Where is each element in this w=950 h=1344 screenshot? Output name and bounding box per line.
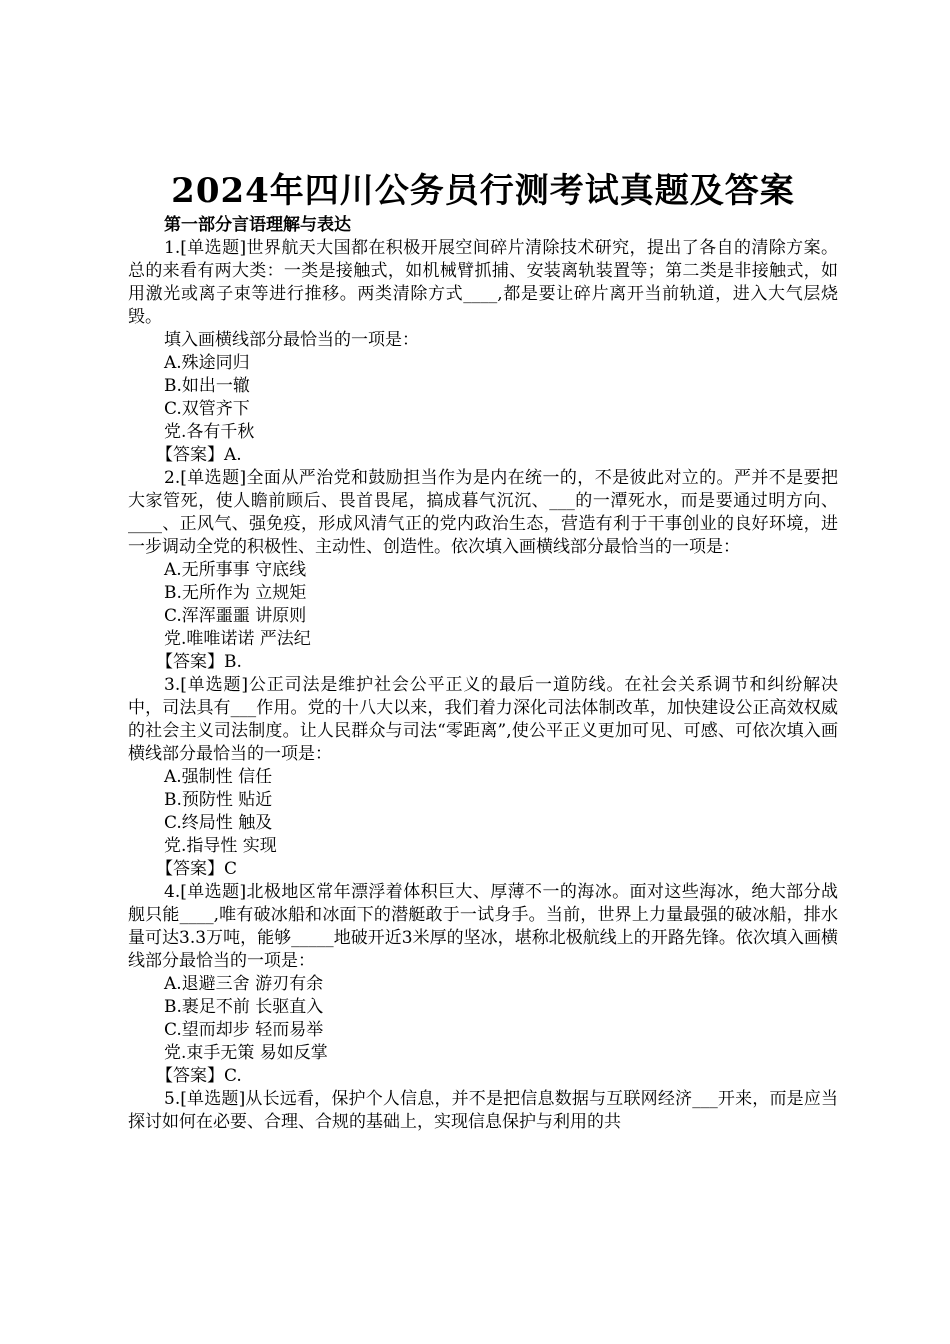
option-d: 党.指导性 实现 — [164, 836, 277, 856]
question-1 — [128, 237, 838, 467]
question-stem: 5.[单选题]从长远看，保护个人信息，并不是把信息数据与互联网经济___开来，而是应当探讨如何在必要、合理、合规的基础上，实现信息保护与利用的共 — [128, 1089, 838, 1132]
document-page — [128, 168, 838, 1134]
question-stem: 3.[单选题]公正司法是维护社会公平正义的最后一道防线。在社会关系调节和纠纷解决中，司法具有___作用。党的十八大以来，我们着力深化司法体制改革，加快建设公正高效权威的社会主义司法制度。让人民群众与司法“零距离”,使公平正义更加可见、可感、可依次填入画横线部分最恰当的一项是： — [128, 675, 838, 764]
option-c: C.终局性 触及 — [164, 813, 273, 833]
answer-line: 【答案】B. — [156, 652, 242, 672]
question-5 — [128, 1088, 838, 1134]
question-2 — [128, 467, 838, 674]
question-prompt: 填入画横线部分最恰当的一项是： — [164, 330, 419, 350]
question-3 — [128, 674, 838, 881]
question-stem: 4.[单选题]北极地区常年漂浮着体积巨大、厚薄不一的海冰。面对这些海冰，绝大部分战舰只能____,唯有破冰船和冰面下的潜艇敢于一试身手。当前，世界上力量最强的破冰船，排水量可达3.3万吨，能够_____地破开近3米厚的坚冰，堪称北极航线上的开路先锋。依次填入画横线部分最恰当的一项是： — [128, 882, 838, 971]
answer-line: 【答案】C. — [156, 1066, 242, 1086]
option-b: B.预防性 贴近 — [164, 790, 273, 810]
question-4 — [128, 881, 838, 1088]
answer-line: 【答案】C — [156, 859, 238, 879]
option-b: B.无所作为 立规矩 — [164, 583, 307, 603]
option-a: A.无所事事 守底线 — [164, 560, 307, 580]
answer-line: 【答案】A. — [156, 445, 242, 465]
option-a: A.殊途同归 — [164, 353, 250, 373]
option-d: 党.各有千秋 — [164, 422, 255, 442]
question-stem: 1.[单选题]世界航天大国都在积极开展空间碎片清除技术研究，提出了各自的清除方案。总的来看有两大类：一类是接触式，如机械臂抓捕、安装离轨装置等；第二类是非接触式，如用激光或离子束等进行推移。两类清除方式____,都是要让碎片离开当前轨道，进入大气层烧毁。 — [128, 238, 838, 327]
option-d: 党.束手无策 易如反掌 — [164, 1043, 328, 1063]
option-c: C.双管齐下 — [164, 399, 250, 419]
document-title: 2024年四川公务员行测考试真题及答案 — [171, 171, 795, 211]
question-stem: 2.[单选题]全面从严治党和鼓励担当作为是内在统一的，不是彼此对立的。严并不是要把大家管死，使人瞻前顾后、畏首畏尾，搞成暮气沉沉、___的一潭死水，而是要通过明方向、____、正风气、强免疫，形成风清气正的党内政治生态，营造有利于干事创业的良好环境，进一步调动全党的积极性、主动性、创造性。依次填入画横线部分最恰当的一项是： — [128, 468, 838, 557]
section-heading: 第一部分言语理解与表达 — [164, 215, 351, 235]
option-b: B.裹足不前 长驱直入 — [164, 997, 324, 1017]
option-d: 党.唯唯诺诺 严法纪 — [164, 629, 311, 649]
option-c: C.望而却步 轻而易举 — [164, 1020, 324, 1040]
option-a: A.退避三舍 游刃有余 — [164, 974, 324, 994]
option-b: B.如出一辙 — [164, 376, 250, 396]
option-c: C.浑浑噩噩 讲原则 — [164, 606, 307, 626]
option-a: A.强制性 信任 — [164, 767, 273, 787]
